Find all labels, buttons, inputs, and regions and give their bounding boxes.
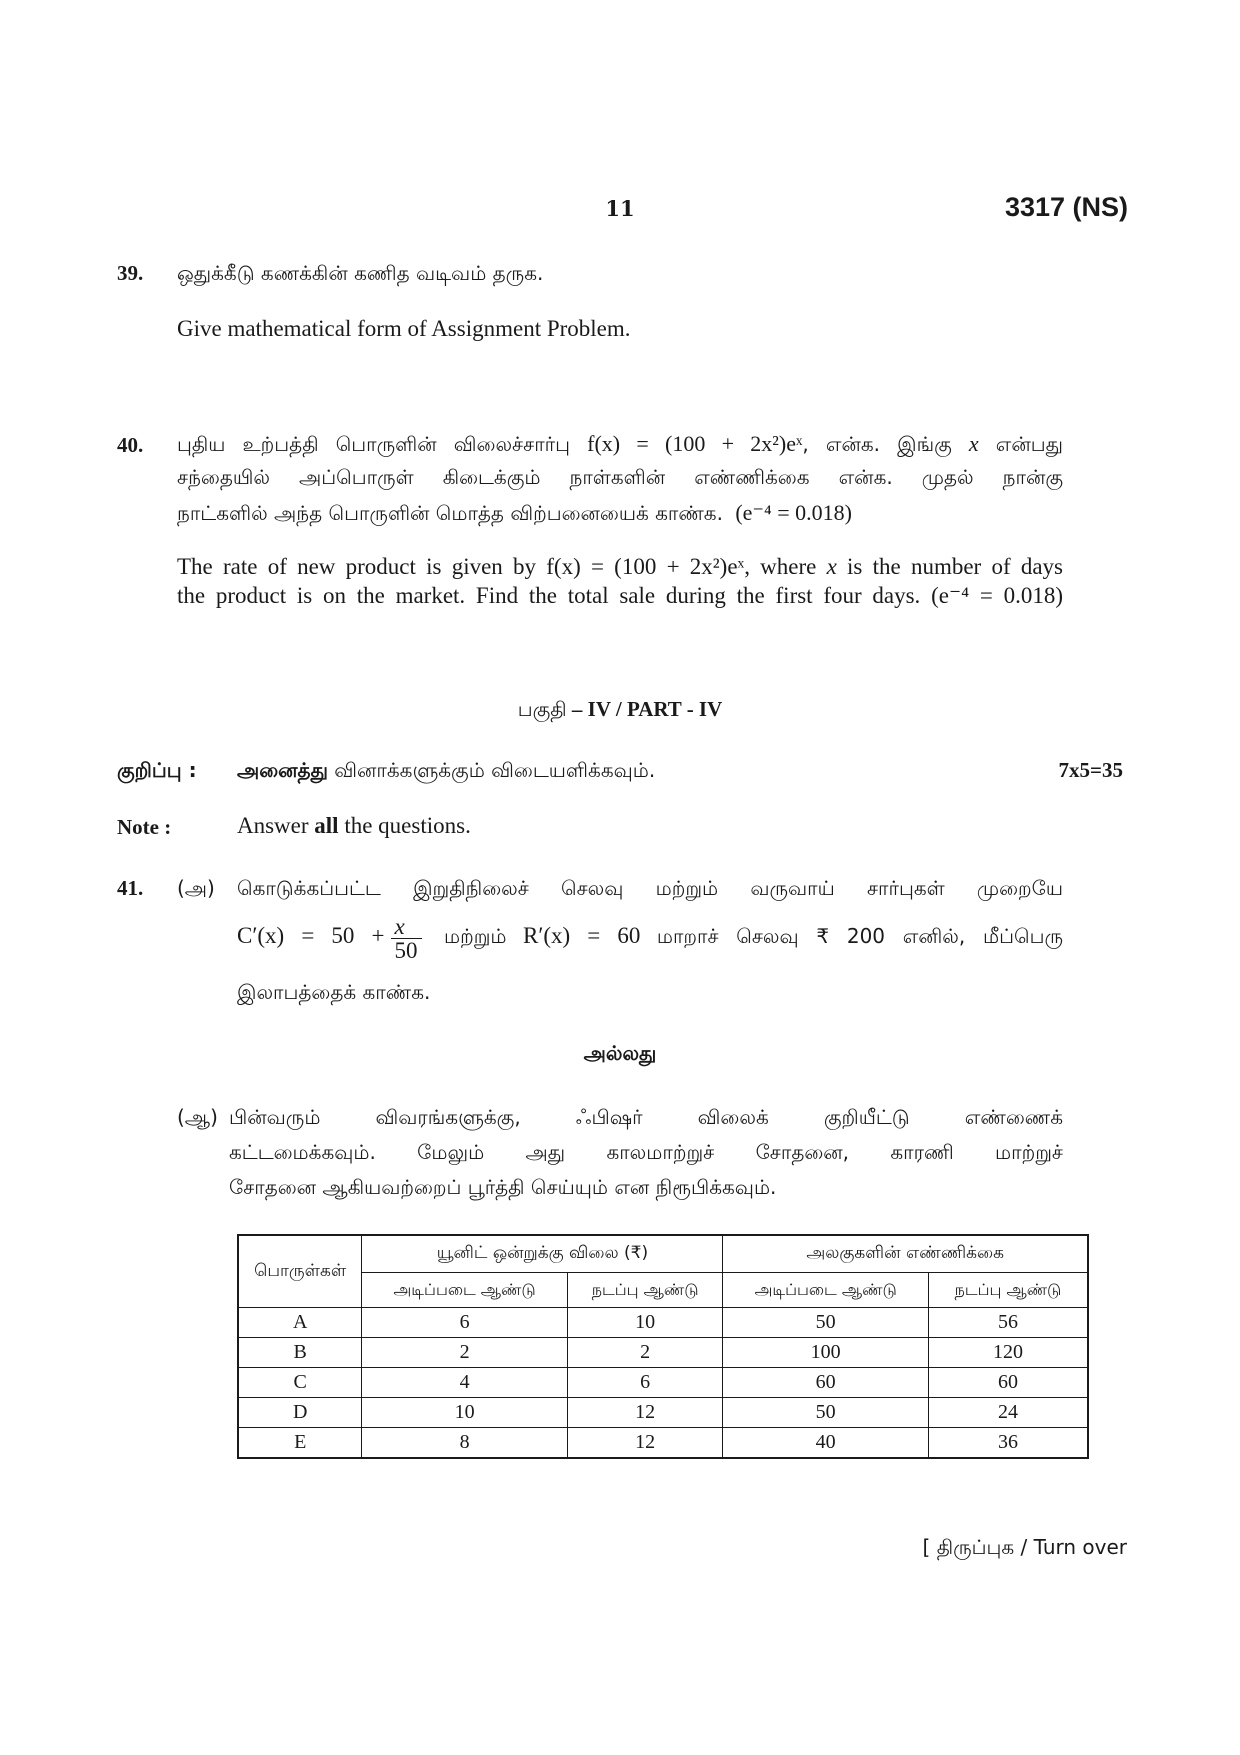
q41b-line-3: சோதனை ஆகியவற்றைப் பூர்த்தி செய்யும் என நிரூபிக்கவும்.	[229, 1175, 777, 1199]
table-cell: 60	[928, 1368, 1088, 1398]
table-cell: 60	[723, 1368, 928, 1398]
given-value: (e⁻⁴ = 0.018)	[931, 583, 1063, 608]
q40-tamil-text: , என்க. இங்கு	[802, 432, 952, 456]
question-number-39: 39.	[117, 261, 144, 285]
table-cell: 12	[567, 1398, 723, 1428]
q40-english-text: , where	[744, 554, 817, 579]
table-cell: 2	[362, 1338, 567, 1368]
table-row	[238, 1308, 1088, 1338]
table-row	[238, 1368, 1088, 1398]
fraction-denominator: 50	[394, 938, 418, 963]
given-value: (e⁻⁴ = 0.018)	[735, 500, 852, 525]
q40-english-line-2	[177, 583, 1063, 609]
marginal-revenue-formula: R′(x) = 60	[522, 923, 641, 948]
table-cell: 10	[362, 1398, 567, 1428]
table-cell: 2	[567, 1338, 723, 1368]
note-label-tamil: குறிப்பு :	[117, 758, 197, 782]
column-header-current-year: நடப்பு ஆண்டு	[567, 1273, 723, 1308]
q40-tamil-line-2: சந்தையில் அப்பொருள் கிடைக்கும் நாள்களின் எண்ணிக்கை என்க. முதல் நான்கு	[177, 465, 1063, 489]
table-cell: C	[238, 1368, 362, 1398]
table-cell: 24	[928, 1398, 1088, 1428]
fraction-numerator: x	[391, 915, 422, 939]
table-row	[238, 1398, 1088, 1428]
table-cell: 40	[723, 1428, 928, 1459]
table-cell: 8	[362, 1428, 567, 1459]
variable-x: x	[968, 431, 979, 456]
part-heading-tamil: பகுதி	[517, 697, 567, 721]
q41a-line-1: கொடுக்கப்பட்ட இறுதிநிலைச் செலவு மற்றும் வருவாய் சார்புகள் முறையே	[237, 876, 1063, 900]
note-english-text: the questions.	[344, 813, 471, 838]
table-row	[238, 1428, 1088, 1459]
table-cell: 50	[723, 1308, 928, 1338]
note-label-english: Note :	[117, 815, 172, 839]
table-cell: E	[238, 1428, 362, 1459]
q40-tamil-line-3	[177, 500, 852, 528]
marginal-cost-formula: C′(x) = 50 +	[237, 923, 385, 948]
note-emphasis: all	[314, 813, 339, 838]
q40-english-text: The rate of new product is given by	[177, 554, 537, 579]
q39-tamil: ஒதுக்கீடு கணக்கின் கணித வடிவம் தருக.	[177, 261, 544, 285]
table-cell: 56	[928, 1308, 1088, 1338]
table-cell: 6	[567, 1368, 723, 1398]
price-quantity-table	[237, 1234, 1089, 1459]
q40-tamil-text: நாட்களில் அந்த பொருளின் மொத்த விற்பனையைக் காண்க.	[177, 501, 723, 525]
q40-tamil-line-1	[177, 431, 1063, 459]
variable-x: x	[826, 554, 837, 579]
table-cell: 6	[362, 1308, 567, 1338]
table-cell: 50	[723, 1398, 928, 1428]
table-cell: 120	[928, 1338, 1088, 1368]
table-cell: 100	[723, 1338, 928, 1368]
page-number: 11	[605, 196, 635, 221]
q40-english-text: the product is on the market. Find the total sale during the first four days.	[177, 583, 921, 608]
turn-over-note	[923, 1535, 1127, 1562]
column-header-base-year: அடிப்படை ஆண்டு	[362, 1273, 567, 1308]
note-tamil	[237, 758, 655, 785]
q41a-line-2	[237, 915, 1063, 962]
fraction-x-over-50	[391, 915, 422, 962]
column-header-base-year: அடிப்படை ஆண்டு	[723, 1273, 928, 1308]
table-cell: 10	[567, 1308, 723, 1338]
q40-tamil-text: புதிய உற்பத்தி பொருளின் விலைச்சார்பு	[177, 432, 570, 456]
column-group-quantity: அலகுகளின் எண்ணிக்கை	[723, 1235, 1088, 1273]
q41b-line-2: கட்டமைக்கவும். மேலும் அது காலமாற்றுச் சோதனை, காரணி மாற்றுச்	[229, 1140, 1063, 1164]
column-group-price: யூனிட் ஒன்றுக்கு விலை (₹)	[362, 1235, 723, 1273]
q41a-line-3: இலாபத்தைக் காண்க.	[237, 980, 431, 1004]
q40-english-line-1	[177, 554, 1063, 580]
q39-english: Give mathematical form of Assignment Problem.	[177, 316, 631, 341]
table-cell: D	[238, 1398, 362, 1428]
turn-over-text: [ திருப்புக / Turn over	[922, 1535, 1127, 1559]
note-tamil-text: வினாக்களுக்கும் விடையளிக்கவும்.	[334, 758, 656, 782]
sub-question-label-b: (ஆ)	[177, 1105, 218, 1129]
or-separator: அல்லது	[583, 1041, 657, 1065]
paper-code: 3317 (NS)	[1004, 192, 1128, 222]
table-cell: B	[238, 1338, 362, 1368]
table-row	[238, 1338, 1088, 1368]
table-cell: 36	[928, 1428, 1088, 1459]
q41a-tamil-text: மற்றும்	[443, 924, 507, 948]
column-header-current-year: நடப்பு ஆண்டு	[928, 1273, 1088, 1308]
table-cell: A	[238, 1308, 362, 1338]
q40-tamil-text: என்பது	[995, 432, 1063, 456]
note-english	[237, 813, 471, 839]
part-heading	[0, 697, 1240, 724]
rate-function: f(x) = (100 + 2x²)eˣ	[546, 554, 745, 579]
note-english-text: Answer	[237, 813, 309, 838]
question-number-41: 41.	[117, 876, 144, 900]
q41a-tamil-text: மாறாச் செலவு ₹ 200 எனில், மீப்பெரு	[656, 924, 1064, 948]
table-cell: 12	[567, 1428, 723, 1459]
column-header-items: பொருள்கள்	[238, 1235, 362, 1308]
table-cell: 4	[362, 1368, 567, 1398]
part-heading-english: – IV / PART - IV	[566, 697, 723, 721]
sub-question-label-a: (அ)	[177, 876, 215, 900]
note-emphasis: அனைத்து	[237, 758, 328, 782]
q41b-line-1: பின்வரும் விவரங்களுக்கு, ஃபிஷர் விலைக் குறியீட்டு எண்ணைக்	[229, 1105, 1063, 1129]
question-number-40: 40.	[117, 433, 144, 457]
q40-english-text: is the number of days	[847, 554, 1063, 579]
rate-function: f(x) = (100 + 2x²)eˣ	[587, 431, 803, 456]
marks-allocation: 7x5=35	[1058, 758, 1123, 782]
